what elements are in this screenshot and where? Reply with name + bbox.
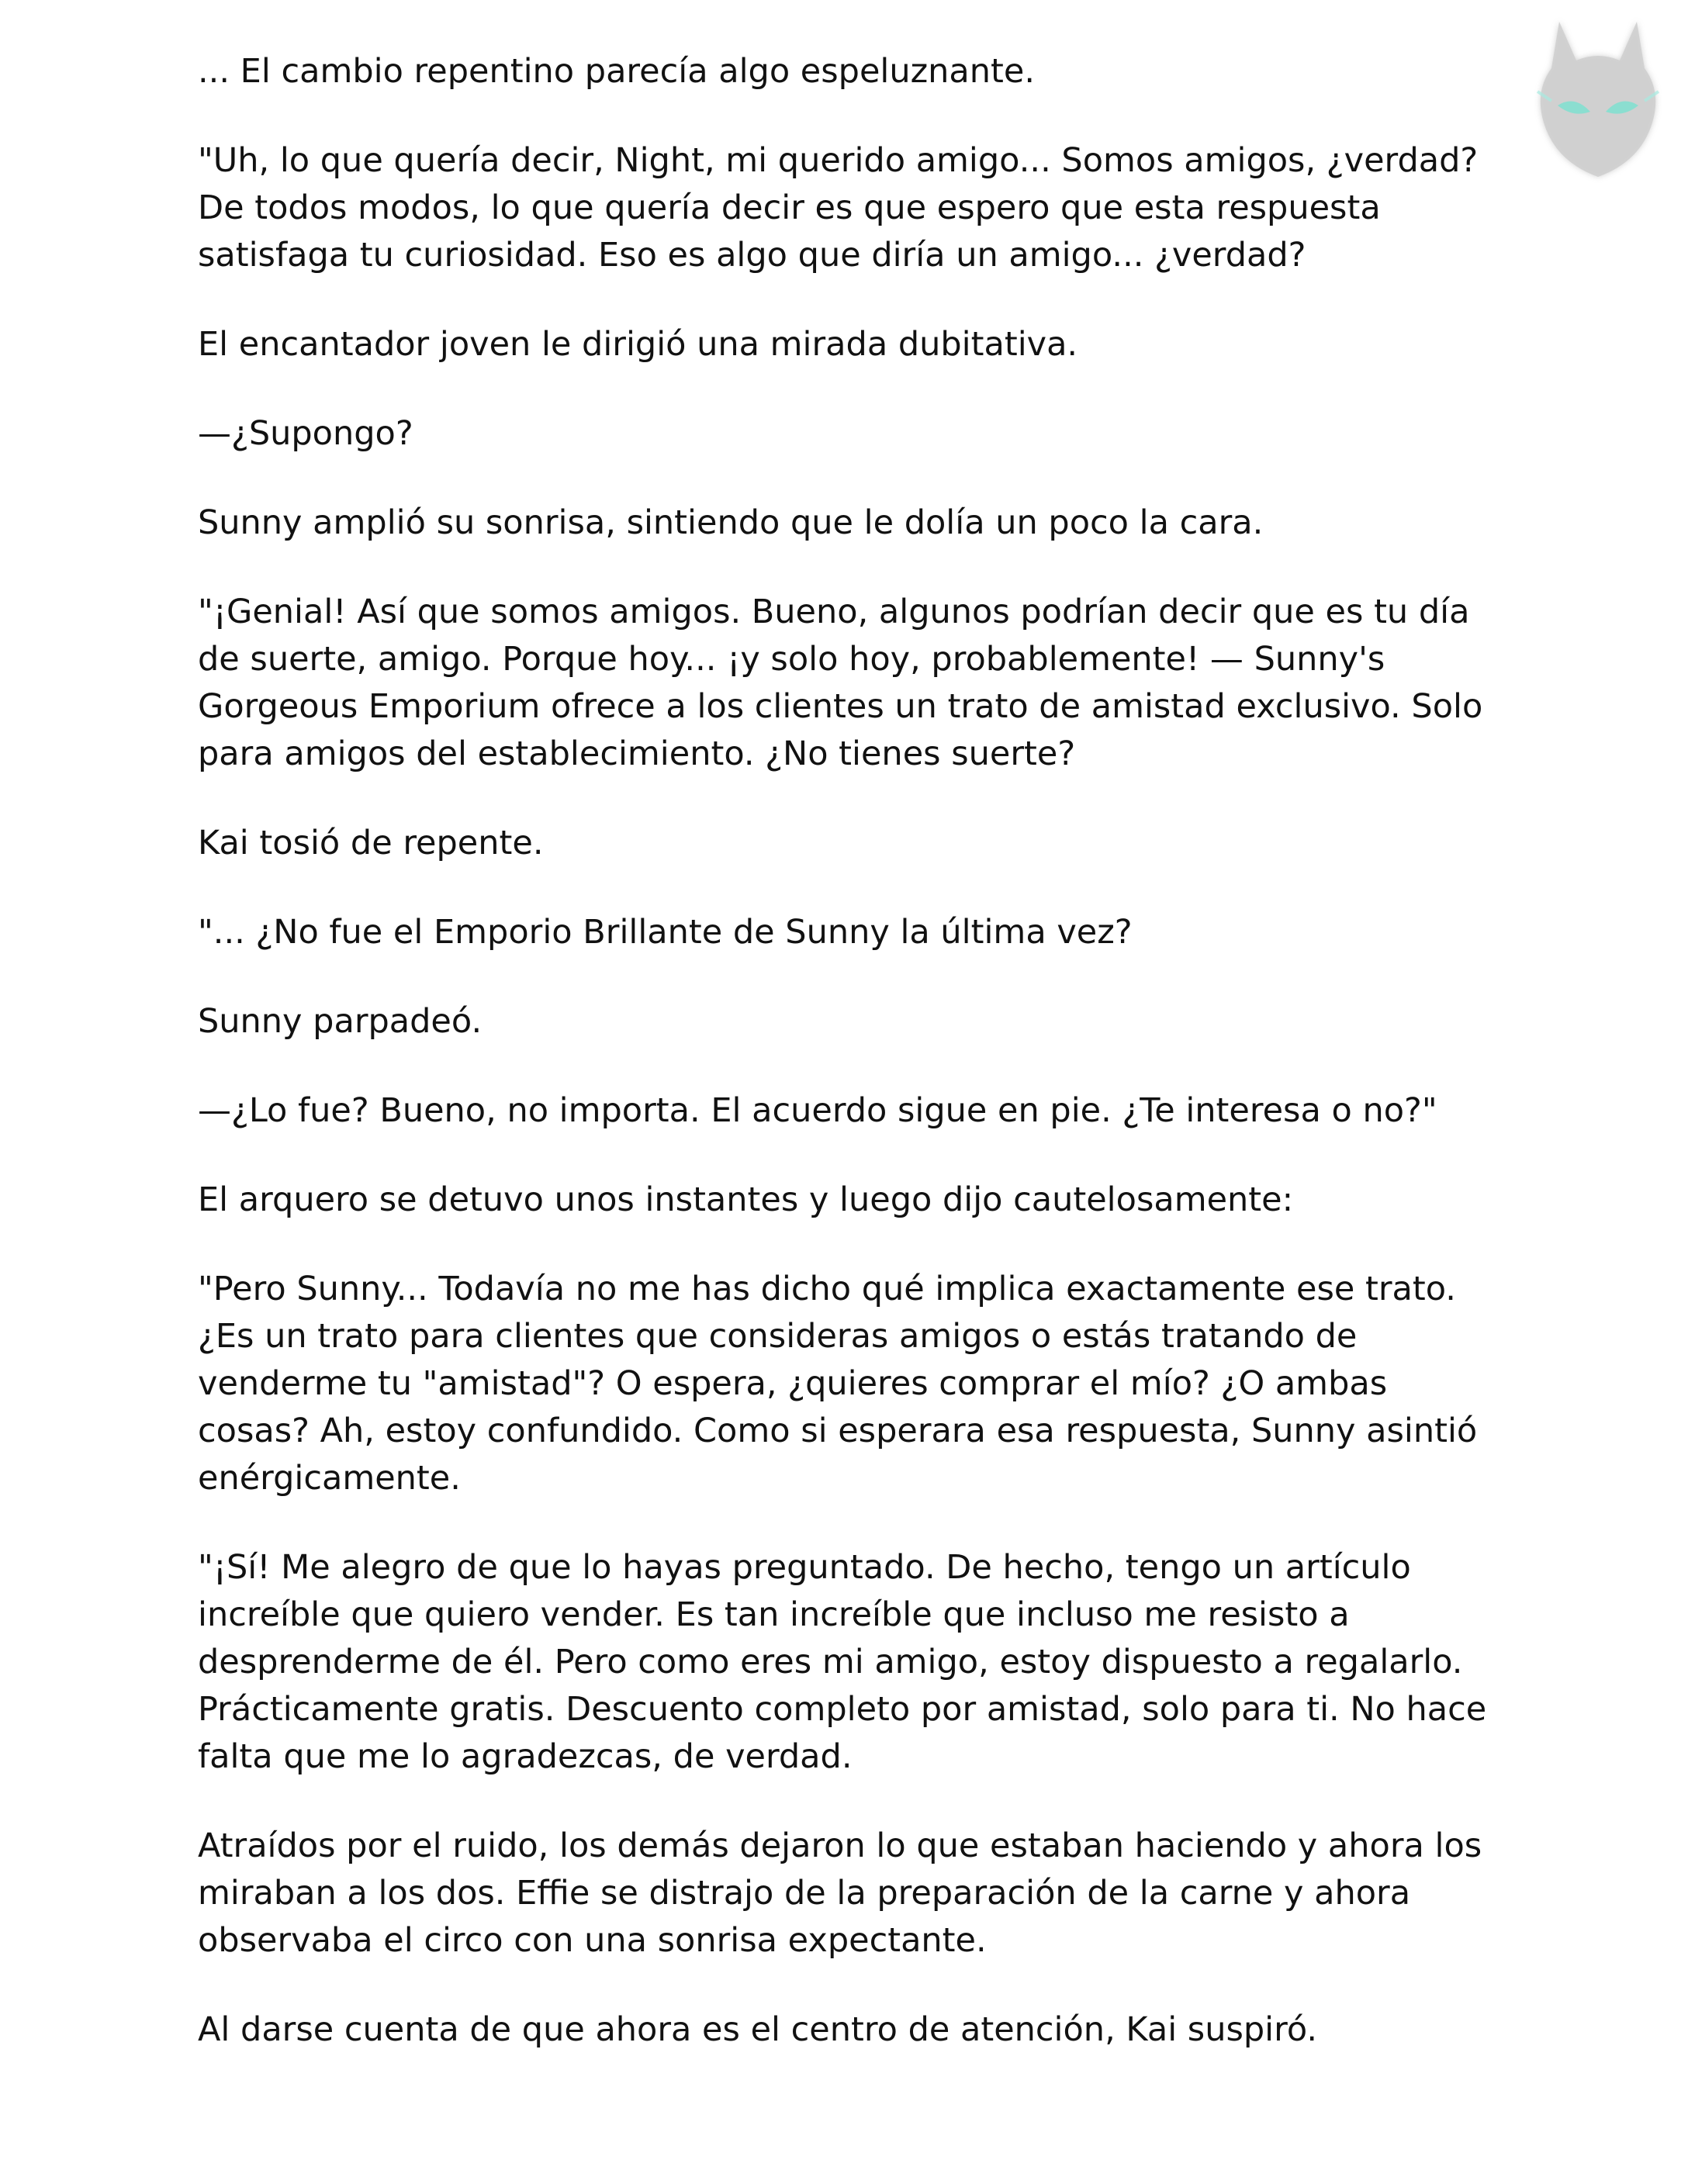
paragraph: Al darse cuenta de que ahora es el centro de atención, Kai suspiró. [198,2010,1318,2049]
paragraph: —¿Lo fue? Bueno, no importa. El acuerdo sigue en pie. ¿Te interesa o no?" [198,1091,1437,1130]
paragraph: Kai tosió de repente. [198,824,544,862]
paragraph: ... El cambio repentino parecía algo espeluznante. [198,52,1036,91]
paragraph: Sunny amplió su sonrisa, sintiendo que le dolía un poco la cara. [198,503,1264,542]
paragraph: —¿Supongo? [198,414,413,453]
paragraph: "Uh, lo que quería decir, Night, mi querido amigo... Somos amigos, ¿verdad? De todos modos, lo que quería decir es que espero que esta respuesta satisfaga tu curiosidad. Eso es algo que diría un amigo... ¿verdad? [198,141,1479,275]
paragraph: "¡Sí! Me alegro de que lo hayas preguntado. De hecho, tengo un artículo increíble que quiero vender. Es tan increíble que incluso me resisto a desprenderme de él. Pero como eres mi amigo, estoy dispuesto a regalarlo. Prácticamente gratis. Descuento completo por amistad, solo para ti. No hace falta que me lo agradezcas, de verdad. [198,1548,1487,1776]
document-body [198,48,1501,2096]
paragraph: "Pero Sunny... Todavía no me has dicho qué implica exactamente ese trato. ¿Es un trato para clientes que consideras amigos o estás tratando de venderme tu "amistad"? O espera, ¿quieres comprar el mío? ¿O ambas cosas? Ah, estoy confundido. Como si esperara esa respuesta, Sunny asintió enérgicamente. [198,1270,1478,1498]
paragraph: "¡Genial! Así que somos amigos. Bueno, algunos podrían decir que es tu día de suerte, amigo. Porque hoy... ¡y solo hoy, probablemente! — Sunny's Gorgeous Emporium ofrece a los clientes un trato de amistad exclusivo. Solo para amigos del establecimiento. ¿No tienes suerte? [198,593,1483,773]
paragraph: Atraídos por el ruido, los demás dejaron lo que estaban haciendo y ahora los miraban a los dos. Effie se distrajo de la preparación de la carne y ahora observaba el circo con una sonrisa expectante. [198,1826,1482,1960]
paragraph: "... ¿No fue el Emporio Brillante de Sunny la última vez? [198,913,1133,952]
paragraph: El arquero se detuvo unos instantes y luego dijo cautelosamente: [198,1180,1294,1219]
paragraph: El encantador joven le dirigió una mirada dubitativa. [198,325,1078,364]
paragraph: Sunny parpadeó. [198,1002,483,1041]
demon-head-logo-icon [1528,14,1668,185]
